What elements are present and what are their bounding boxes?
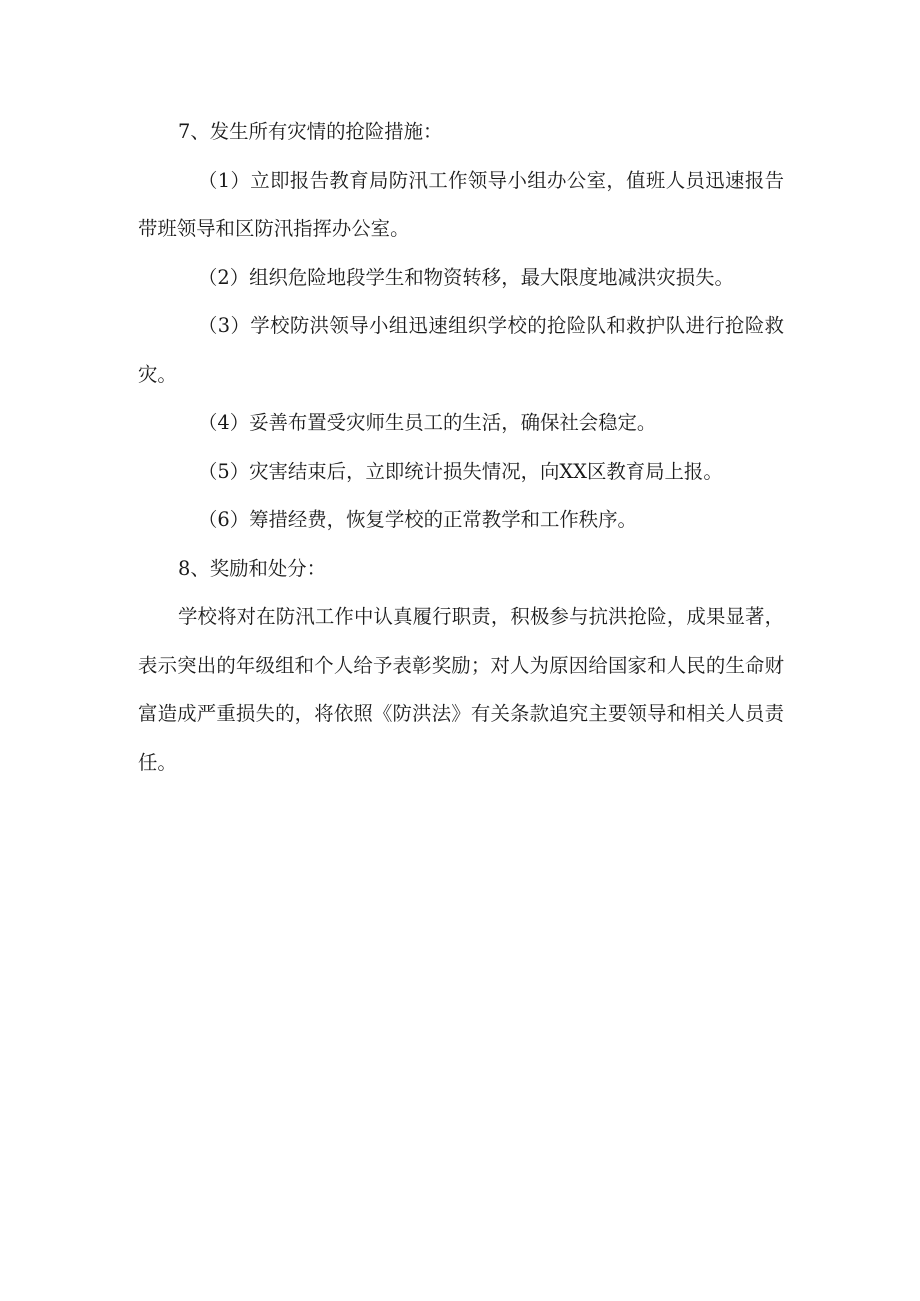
section-8-paragraph: 学校将对在防汛工作中认真履行职责，积极参与抗洪抢险，成果显著，表示突出的年级组和个人给予表彰奖励；对人为原因给国家和人民的生命财富造成严重损失的，将依照《防洪法》有关条款追究主要领导和相关人员责任。 (138, 605, 784, 774)
section-8-heading: 8、奖励和处分： (178, 556, 327, 580)
document-body (138, 108, 784, 787)
list-item-4: （4）妥善布置受灾师生员工的生活，确保社会稳定。 (198, 411, 657, 434)
list-item-6: （6）筹措经费，恢复学校的正常教学和工作秩序。 (198, 508, 637, 531)
list-item-1: （1）立即报告教育局防汛工作领导小组办公室，值班人员迅速报告带班领导和区防汛指挥办公室。 (138, 168, 784, 240)
list-item-5: （5）灾害结束后，立即统计损失情况，向XX区教育局上报。 (198, 459, 723, 483)
list-item-2: （2）组织危险地段学生和物资转移，最大限度地减洪灾损失。 (198, 265, 734, 289)
list-item-3: （3）学校防洪领导小组迅速组织学校的抢险队和救护队进行抢险救灾。 (138, 314, 784, 386)
section-7-heading: 7、发生所有灾情的抢险措施： (178, 120, 443, 143)
